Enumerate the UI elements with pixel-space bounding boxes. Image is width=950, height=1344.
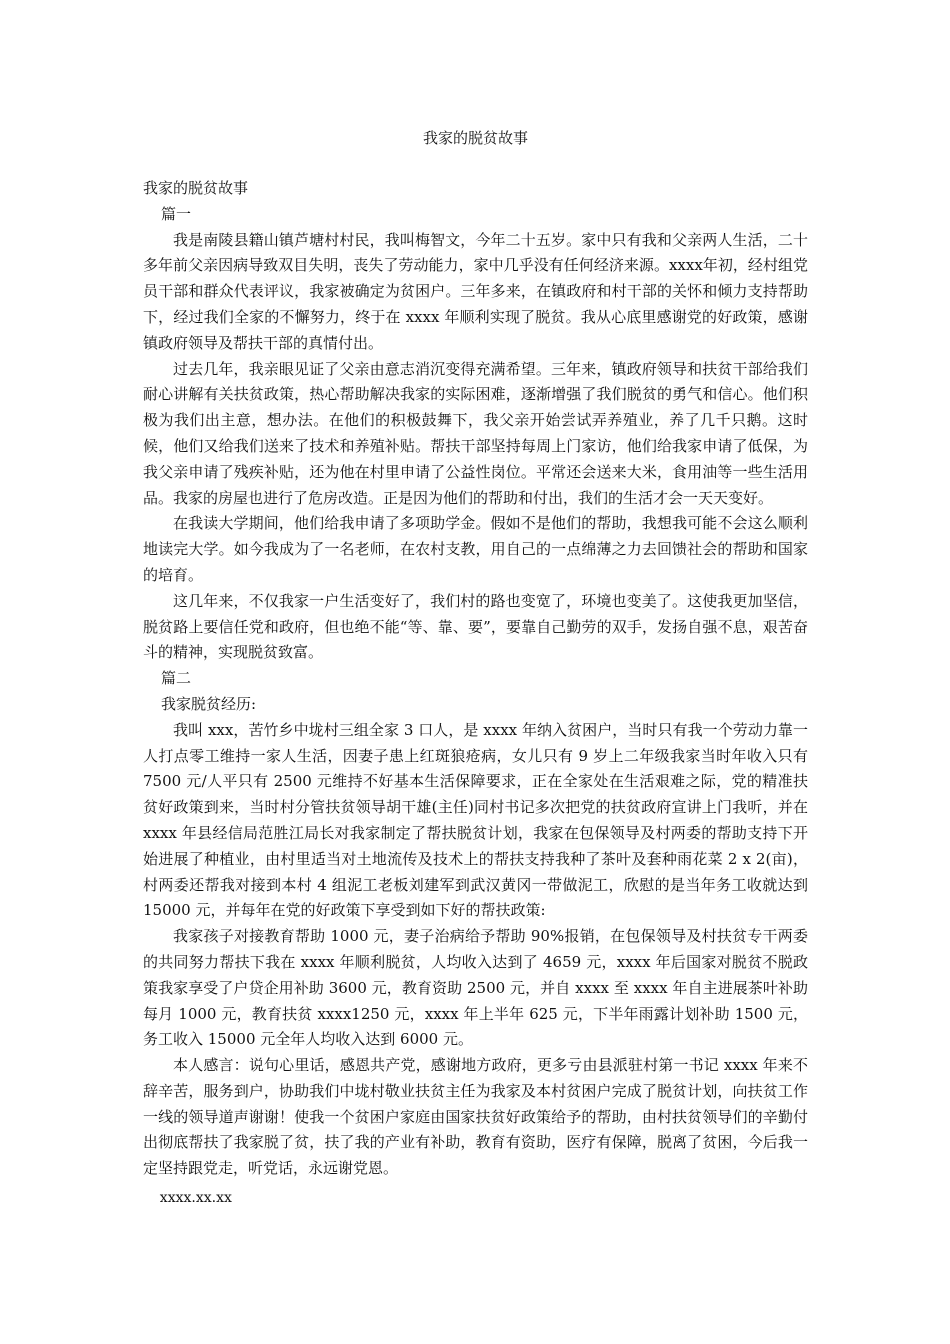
paragraph-4: 这几年来，不仅我家一户生活变好了，我们村的路也变宽了，环境也变美了。这使我更加坚信，脱贫路上要信任党和政府，但也绝不能“等、靠、要”，要靠自己勤劳的双手，发扬自强不息，艰苦奋斗的精神，实现脱贫致富。	[143, 591, 808, 662]
signature-date: xxxx.xx.xx	[159, 1190, 232, 1207]
paragraph-3: 在我读大学期间，他们给我申请了多项助学金。假如不是他们的帮助，我想我可能不会这么顺利地读完大学。如今我成为了一名老师，在农村支教，用自己的一点绵薄之力去回馈社会的帮助和国家的培育。	[143, 514, 808, 584]
section-label-1: 篇一	[161, 204, 192, 223]
paragraph-7: 本人感言：说句心里话，感恩共产党，感谢地方政府，更多亏由县派驻村第一书记 xxxx 年来不辞辛苦，服务到户，协助我们中垅村敬业扶贫主任为我家及本村贫困户完成了脱贫计划，向扶贫工作一线的领导道声谢谢！使我一个贫困户家庭由国家扶贫好政策给予的帮助，由村扶贫领导们的辛勤付出彻底帮扶了我家脱了贫，扶了我的产业有补助，教育有资助，医疗有保障，脱离了贫困，今后我一定坚持跟党走，听党话，永远谢党恩。	[143, 1056, 808, 1178]
section-2-heading: 我家脱贫经历:	[161, 694, 257, 713]
document-title: 我家的脱贫故事	[422, 129, 528, 147]
section-label-2: 篇二	[161, 669, 192, 688]
document-page	[143, 118, 808, 1212]
paragraph-6: 我家孩子对接教育帮助 1000 元，妻子治病给予帮助 90%报销，在包保领导及村扶贫专干两委的共同努力帮扶下我在 xxxx 年顺利脱贫，人均收入达到了 4659 元，xxxx 年后国家对脱贫不脱政策我家享受了户贷企用补助 3600 元，教育资助 2500 元，并自 xxxx 至 xxxx 年自主进展茶叶补助每月 1000 元，教育扶贫 xxxx1250 元，xxxx 年上半年 625 元，下半年雨露计划补助 1500 元，务工收入 15000 元全年人均收入达到 6000 元。	[143, 927, 808, 1049]
paragraph-2: 过去几年，我亲眼见证了父亲由意志消沉变得充满希望。三年来，镇政府领导和扶贫干部给我们耐心讲解有关扶贫政策，热心帮助解决我家的实际困难，逐渐增强了我们脱贫的勇气和信心。他们积极为我们出主意，想办法。在他们的积极鼓舞下，我父亲开始尝试弄养殖业，养了几千只鹅。这时候，他们又给我们送来了技术和养殖补贴。帮扶干部坚持每周上门家访，他们给我家申请了低保，为我父亲申请了残疾补贴，还为他在村里申请了公益性岗位。平常还会送来大米，食用油等一些生活用品。我家的房屋也进行了危房改造。正是因为他们的帮助和付出，我们的生活才会一天天变好。	[143, 359, 808, 507]
article-heading: 我家的脱贫故事	[143, 179, 249, 197]
paragraph-1: 我是南陵县籍山镇芦塘村村民，我叫梅智文，今年二十五岁。家中只有我和父亲两人生活，二十多年前父亲因病导致双目失明，丧失了劳动能力，家中几乎没有任何经济来源。xxxx年初，经村组党员干部和群众代表评议，我家被确定为贫困户。三年多来，在镇政府和村干部的关怀和倾力支持帮助下，经过我们全家的不懈努力，终于在 xxxx 年顺利实现了脱贫。我从心底里感谢党的好政策，感谢镇政府领导及帮扶干部的真情付出。	[143, 230, 808, 352]
paragraph-5: 我叫 xxx，苦竹乡中垅村三组全家 3 口人，是 xxxx 年纳入贫困户，当时只有我一个劳动力靠一人打点零工维持一家人生活，因妻子患上红斑狼疮病，女儿只有 9 岁上二年级我家当时年收入只有 7500 元/人平只有 2500 元维持不好基本生活保障要求，正在全家处在生活艰难之际，党的精准扶贫好政策到来，当时村分管扶贫领导胡干雄(主任)同村书记多次把党的扶贫政府宣讲上门我听，并在 xxxx 年县经信局范胜江局长对我家制定了帮扶脱贫计划，我家在包保领导及村两委的帮助支持下开始进展了种植业，由村里适当对土地流传及技术上的帮扶支持我种了茶叶及套种雨花菜 2 x 2(亩)，村两委还帮我对接到本村 4 组泥工老板刘建军到武汉黄冈一带做泥工，欣慰的是当年务工收就达到 15000 元，并每年在党的好政策下享受到如下好的帮扶政策:	[143, 720, 808, 920]
